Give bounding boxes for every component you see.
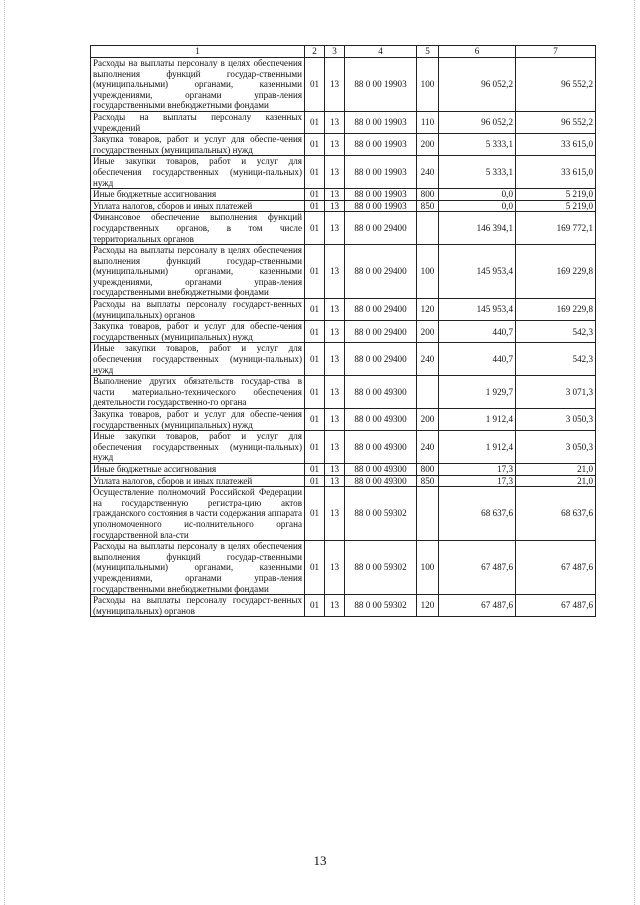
row-amount-year1-cell: 67 487,6 [439, 541, 516, 595]
row-expense-type-cell: 200 [417, 321, 439, 343]
row-subsection-cell: 13 [325, 212, 345, 245]
table-row [91, 409, 596, 431]
table-row [91, 595, 596, 617]
row-expense-type-cell: 850 [417, 475, 439, 487]
row-target-article-cell: 88 0 00 59302 [345, 541, 417, 595]
row-amount-year2-cell: 67 487,6 [516, 541, 596, 595]
row-name-cell: Иные бюджетные ассигнования [91, 189, 305, 201]
row-amount-year2-cell: 33 615,0 [516, 134, 596, 156]
row-target-article-cell: 88 0 00 49300 [345, 475, 417, 487]
row-target-article-cell: 88 0 00 49300 [345, 463, 417, 475]
row-subsection-cell: 13 [325, 595, 345, 617]
row-amount-year2-cell: 3 071,3 [516, 376, 596, 409]
row-amount-year1-cell: 17,3 [439, 463, 516, 475]
row-amount-year2-cell: 21,0 [516, 475, 596, 487]
row-amount-year1-cell: 67 487,6 [439, 595, 516, 617]
row-expense-type-cell [417, 376, 439, 409]
row-name-cell: Иные закупки товаров, работ и услуг для обеспечения государственных (муници-пальных) нужд [91, 343, 305, 376]
row-target-article-cell: 88 0 00 49300 [345, 409, 417, 431]
table-row [91, 431, 596, 464]
budget-table [90, 45, 596, 617]
row-amount-year1-cell: 0,0 [439, 200, 516, 212]
row-section-cell: 01 [305, 409, 325, 431]
row-name-cell: Выполнение других обязательств государ-ства в части материально-технического обеспечения деятельности государственно-го органа [91, 376, 305, 409]
page-number: 13 [313, 853, 327, 868]
row-section-cell: 01 [305, 321, 325, 343]
row-amount-year1-cell: 440,7 [439, 321, 516, 343]
left-scan-edge [4, 0, 5, 905]
table-row [91, 134, 596, 156]
row-expense-type-cell [417, 212, 439, 245]
table-row [91, 156, 596, 189]
row-amount-year2-cell: 5 219,0 [516, 200, 596, 212]
row-subsection-cell: 13 [325, 111, 345, 133]
row-target-article-cell: 88 0 00 49300 [345, 431, 417, 464]
table-row [91, 245, 596, 299]
row-target-article-cell: 88 0 00 19903 [345, 111, 417, 133]
row-amount-year2-cell: 3 050,3 [516, 431, 596, 464]
row-expense-type-cell: 200 [417, 409, 439, 431]
row-subsection-cell: 13 [325, 245, 345, 299]
row-target-article-cell: 88 0 00 49300 [345, 376, 417, 409]
table-row [91, 475, 596, 487]
row-section-cell: 01 [305, 245, 325, 299]
table-header-row [91, 46, 596, 58]
row-amount-year1-cell: 145 953,4 [439, 245, 516, 299]
row-target-article-cell: 88 0 00 19903 [345, 156, 417, 189]
row-subsection-cell: 13 [325, 487, 345, 541]
row-amount-year2-cell: 68 637,6 [516, 487, 596, 541]
row-expense-type-cell: 120 [417, 595, 439, 617]
row-expense-type-cell: 240 [417, 343, 439, 376]
header-col-5: 5 [417, 46, 439, 58]
row-section-cell: 01 [305, 463, 325, 475]
row-target-article-cell: 88 0 00 59302 [345, 595, 417, 617]
row-name-cell: Иные бюджетные ассигнования [91, 463, 305, 475]
row-expense-type-cell: 100 [417, 245, 439, 299]
row-amount-year2-cell: 67 487,6 [516, 595, 596, 617]
row-section-cell: 01 [305, 189, 325, 201]
table-row [91, 321, 596, 343]
row-section-cell: 01 [305, 156, 325, 189]
row-name-cell: Осуществление полномочий Российской Федерации на государственную регистра-цию актов гражданского состояния в части содержания аппарата уполномоченного ис-полнительного органа государственной вла-сти [91, 487, 305, 541]
row-amount-year2-cell: 21,0 [516, 463, 596, 475]
row-amount-year1-cell: 1 929,7 [439, 376, 516, 409]
row-subsection-cell: 13 [325, 463, 345, 475]
row-name-cell: Расходы на выплаты персоналу государст-венных (муниципальных) органов [91, 595, 305, 617]
table-row [91, 212, 596, 245]
header-col-4: 4 [345, 46, 417, 58]
row-amount-year2-cell: 169 772,1 [516, 212, 596, 245]
row-target-article-cell: 88 0 00 29400 [345, 212, 417, 245]
table-row [91, 343, 596, 376]
row-amount-year2-cell: 96 552,2 [516, 111, 596, 133]
row-name-cell: Финансовое обеспечение выполнения функций государственных органов, в том числе территориальных органов [91, 212, 305, 245]
row-name-cell: Расходы на выплаты персоналу в целях обеспечения выполнения функций государ-ственными (муниципальными) органами, казенными учреждениями, органами управ-ления государственными внебюджетными фондами [91, 58, 305, 112]
row-section-cell: 01 [305, 212, 325, 245]
row-amount-year2-cell: 3 050,3 [516, 409, 596, 431]
row-amount-year2-cell: 33 615,0 [516, 156, 596, 189]
row-name-cell: Иные закупки товаров, работ и услуг для обеспечения государственных (муници-пальных) нужд [91, 431, 305, 464]
row-amount-year1-cell: 1 912,4 [439, 431, 516, 464]
table-row [91, 487, 596, 541]
header-col-6: 6 [439, 46, 516, 58]
row-name-cell: Уплата налогов, сборов и иных платежей [91, 200, 305, 212]
table-body [91, 58, 596, 617]
row-target-article-cell: 88 0 00 19903 [345, 189, 417, 201]
row-amount-year1-cell: 5 333,1 [439, 156, 516, 189]
row-target-article-cell: 88 0 00 29400 [345, 245, 417, 299]
row-amount-year1-cell: 0,0 [439, 189, 516, 201]
row-amount-year1-cell: 440,7 [439, 343, 516, 376]
row-subsection-cell: 13 [325, 299, 345, 321]
row-amount-year1-cell: 96 052,2 [439, 58, 516, 112]
row-expense-type-cell: 200 [417, 134, 439, 156]
header-col-3: 3 [325, 46, 345, 58]
row-name-cell: Расходы на выплаты персоналу казенных учреждений [91, 111, 305, 133]
header-col-2: 2 [305, 46, 325, 58]
row-name-cell: Закупка товаров, работ и услуг для обеспе-чения государственных (муниципальных) нужд [91, 321, 305, 343]
row-expense-type-cell: 240 [417, 156, 439, 189]
table-row [91, 200, 596, 212]
row-subsection-cell: 13 [325, 156, 345, 189]
row-expense-type-cell: 800 [417, 463, 439, 475]
row-amount-year2-cell: 542,3 [516, 321, 596, 343]
table-row [91, 189, 596, 201]
row-name-cell: Расходы на выплаты персоналу государст-венных (муниципальных) органов [91, 299, 305, 321]
table-row [91, 376, 596, 409]
row-subsection-cell: 13 [325, 321, 345, 343]
row-amount-year1-cell: 1 912,4 [439, 409, 516, 431]
row-name-cell: Расходы на выплаты персоналу в целях обеспечения выполнения функций государ-ственными (муниципальными) органами, казенными учреждениями, органами управ-ления государственными внебюджетными фондами [91, 245, 305, 299]
row-section-cell: 01 [305, 487, 325, 541]
row-subsection-cell: 13 [325, 409, 345, 431]
row-section-cell: 01 [305, 376, 325, 409]
header-col-7: 7 [516, 46, 596, 58]
table-row [91, 463, 596, 475]
row-expense-type-cell: 800 [417, 189, 439, 201]
row-subsection-cell: 13 [325, 541, 345, 595]
row-target-article-cell: 88 0 00 29400 [345, 321, 417, 343]
row-section-cell: 01 [305, 343, 325, 376]
row-amount-year2-cell: 5 219,0 [516, 189, 596, 201]
row-expense-type-cell: 120 [417, 299, 439, 321]
right-scan-edge [634, 0, 635, 905]
row-name-cell: Иные закупки товаров, работ и услуг для обеспечения государственных (муници-пальных) нужд [91, 156, 305, 189]
row-section-cell: 01 [305, 431, 325, 464]
table-row [91, 58, 596, 112]
row-expense-type-cell: 850 [417, 200, 439, 212]
row-subsection-cell: 13 [325, 376, 345, 409]
row-subsection-cell: 13 [325, 343, 345, 376]
row-amount-year1-cell: 17,3 [439, 475, 516, 487]
row-subsection-cell: 13 [325, 431, 345, 464]
row-target-article-cell: 88 0 00 29400 [345, 299, 417, 321]
row-section-cell: 01 [305, 134, 325, 156]
row-expense-type-cell [417, 487, 439, 541]
row-expense-type-cell: 100 [417, 58, 439, 112]
row-target-article-cell: 88 0 00 19903 [345, 134, 417, 156]
table-row [91, 111, 596, 133]
row-name-cell: Закупка товаров, работ и услуг для обеспе-чения государственных (муниципальных) нужд [91, 409, 305, 431]
row-name-cell: Расходы на выплаты персоналу в целях обеспечения выполнения функций государ-ственными (муниципальными) органами, казенными учреждениями, органами управ-ления государственными внебюджетными фондами [91, 541, 305, 595]
row-expense-type-cell: 240 [417, 431, 439, 464]
row-section-cell: 01 [305, 475, 325, 487]
row-target-article-cell: 88 0 00 29400 [345, 343, 417, 376]
row-section-cell: 01 [305, 595, 325, 617]
row-section-cell: 01 [305, 299, 325, 321]
row-subsection-cell: 13 [325, 200, 345, 212]
row-subsection-cell: 13 [325, 58, 345, 112]
row-amount-year1-cell: 5 333,1 [439, 134, 516, 156]
table-row [91, 541, 596, 595]
row-section-cell: 01 [305, 200, 325, 212]
row-name-cell: Закупка товаров, работ и услуг для обеспе-чения государственных (муниципальных) нужд [91, 134, 305, 156]
row-subsection-cell: 13 [325, 189, 345, 201]
row-subsection-cell: 13 [325, 475, 345, 487]
row-amount-year2-cell: 542,3 [516, 343, 596, 376]
row-amount-year1-cell: 146 394,1 [439, 212, 516, 245]
row-section-cell: 01 [305, 541, 325, 595]
row-amount-year2-cell: 169 229,8 [516, 245, 596, 299]
row-section-cell: 01 [305, 111, 325, 133]
row-target-article-cell: 88 0 00 59302 [345, 487, 417, 541]
table-row [91, 299, 596, 321]
row-subsection-cell: 13 [325, 134, 345, 156]
row-section-cell: 01 [305, 58, 325, 112]
row-name-cell: Уплата налогов, сборов и иных платежей [91, 475, 305, 487]
row-target-article-cell: 88 0 00 19903 [345, 58, 417, 112]
row-amount-year2-cell: 169 229,8 [516, 299, 596, 321]
row-expense-type-cell: 110 [417, 111, 439, 133]
row-amount-year1-cell: 145 953,4 [439, 299, 516, 321]
row-expense-type-cell: 100 [417, 541, 439, 595]
row-amount-year1-cell: 96 052,2 [439, 111, 516, 133]
row-amount-year2-cell: 96 552,2 [516, 58, 596, 112]
header-col-1: 1 [91, 46, 305, 58]
row-amount-year1-cell: 68 637,6 [439, 487, 516, 541]
row-target-article-cell: 88 0 00 19903 [345, 200, 417, 212]
